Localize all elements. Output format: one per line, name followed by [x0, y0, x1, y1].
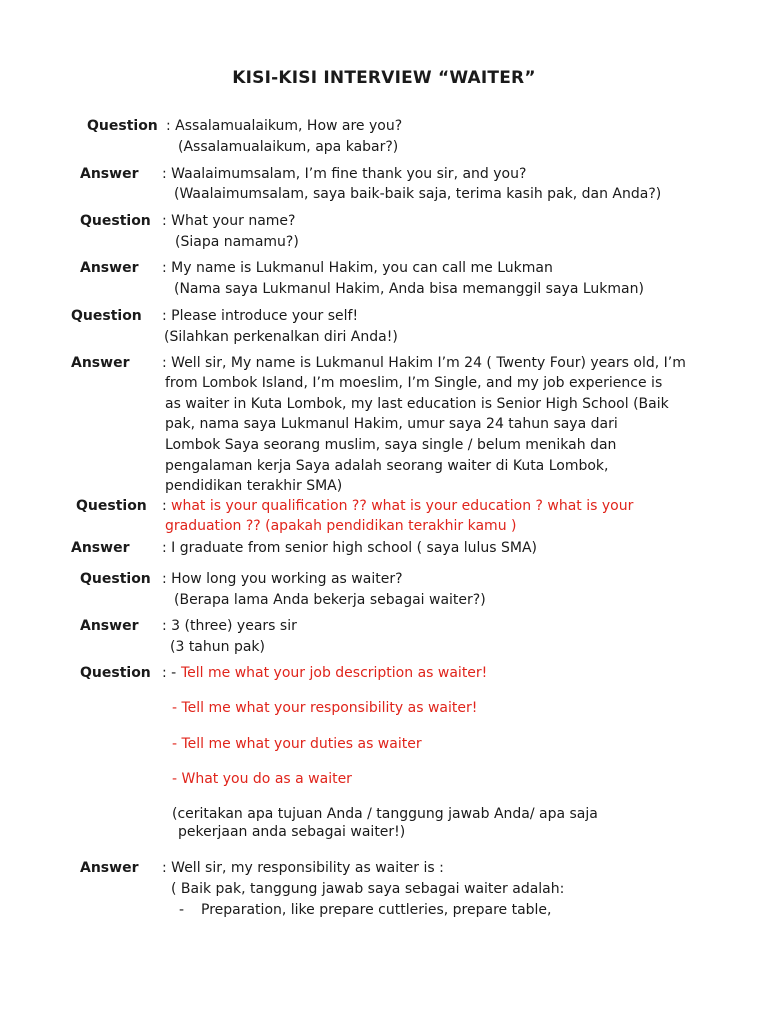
- question-item-highlight: Tell me what your job description as waiter!: [181, 665, 488, 681]
- question-text: : Please introduce your self!: [162, 308, 359, 324]
- question-label: Question: [76, 498, 147, 514]
- answer-translation: (Nama saya Lukmanul Hakim, Anda bisa memanggil saya Lukman): [174, 281, 644, 297]
- answer-translation: ( Baik pak, tanggung jawab saya sebagai waiter adalah:: [171, 881, 565, 897]
- question-label: Question: [71, 308, 142, 324]
- question-translation: (ceritakan apa tujuan Anda / tanggung jawab Anda/ apa saja: [172, 806, 598, 822]
- answer-text: : Well sir, my responsibility as waiter is :: [162, 860, 444, 876]
- question-text: : What your name?: [162, 213, 296, 229]
- document-title: KISI-KISI INTERVIEW “WAITER”: [232, 68, 536, 88]
- question-item-highlight: - Tell me what your responsibility as waiter!: [172, 700, 478, 716]
- question-colon: : -: [162, 665, 177, 681]
- answer-text: : I graduate from senior high school ( saya lulus SMA): [162, 540, 538, 556]
- answer-text: : Waalaimumsalam, I’m fine thank you sir, and you?: [162, 166, 527, 182]
- question-translation: (Berapa lama Anda bekerja sebagai waiter?): [174, 592, 486, 608]
- answer-translation: (3 tahun pak): [170, 639, 265, 655]
- answer-list-item: Preparation, like prepare cuttleries, prepare table,: [201, 902, 552, 918]
- question-translation: (Silahkan perkenalkan diri Anda!): [164, 329, 398, 345]
- question-label: Question: [80, 213, 151, 229]
- answer-line: Lombok Saya seorang muslim, saya single / belum menikah dan: [165, 437, 617, 453]
- question-item-highlight: - What you do as a waiter: [172, 771, 352, 787]
- answer-text: : 3 (three) years sir: [162, 618, 297, 634]
- question-text: : Assalamualaikum, How are you?: [166, 118, 403, 134]
- question-line-highlight: what is your qualification ?? what is your education ? what is your: [171, 498, 634, 514]
- answer-label: Answer: [80, 260, 139, 276]
- question-label: Question: [80, 665, 151, 681]
- answer-line: pendidikan terakhir SMA): [165, 478, 343, 494]
- answer-translation: (Waalaimumsalam, saya baik-baik saja, terima kasih pak, dan Anda?): [174, 186, 662, 202]
- answer-label: Answer: [71, 355, 130, 371]
- answer-text: : My name is Lukmanul Hakim, you can call me Lukman: [162, 260, 553, 276]
- bullet-dash: -: [179, 902, 185, 918]
- answer-label: Answer: [71, 540, 130, 556]
- answer-line: as waiter in Kuta Lombok, my last education is Senior High School (Baik: [165, 396, 669, 412]
- question-item-highlight: - Tell me what your duties as waiter: [172, 736, 422, 752]
- answer-line: from Lombok Island, I’m moeslim, I’m Single, and my job experience is: [165, 375, 663, 391]
- question-label: Question: [87, 118, 158, 134]
- answer-label: Answer: [80, 860, 139, 876]
- question-translation: pekerjaan anda sebagai waiter!): [178, 824, 406, 840]
- question-translation: (Siapa namamu?): [175, 234, 299, 250]
- answer-label: Answer: [80, 618, 139, 634]
- question-text: : How long you working as waiter?: [162, 571, 403, 587]
- answer-line: pak, nama saya Lukmanul Hakim, umur saya 24 tahun saya dari: [165, 416, 618, 432]
- question-translation: (Assalamualaikum, apa kabar?): [178, 139, 399, 155]
- answer-line: : Well sir, My name is Lukmanul Hakim I’m 24 ( Twenty Four) years old, I’m: [162, 355, 686, 371]
- question-colon: :: [162, 498, 167, 514]
- question-label: Question: [80, 571, 151, 587]
- answer-line: pengalaman kerja Saya adalah seorang waiter di Kuta Lombok,: [165, 458, 609, 474]
- answer-label: Answer: [80, 166, 139, 182]
- question-line-highlight: graduation ?? (apakah pendidikan terakhir kamu ): [165, 518, 517, 534]
